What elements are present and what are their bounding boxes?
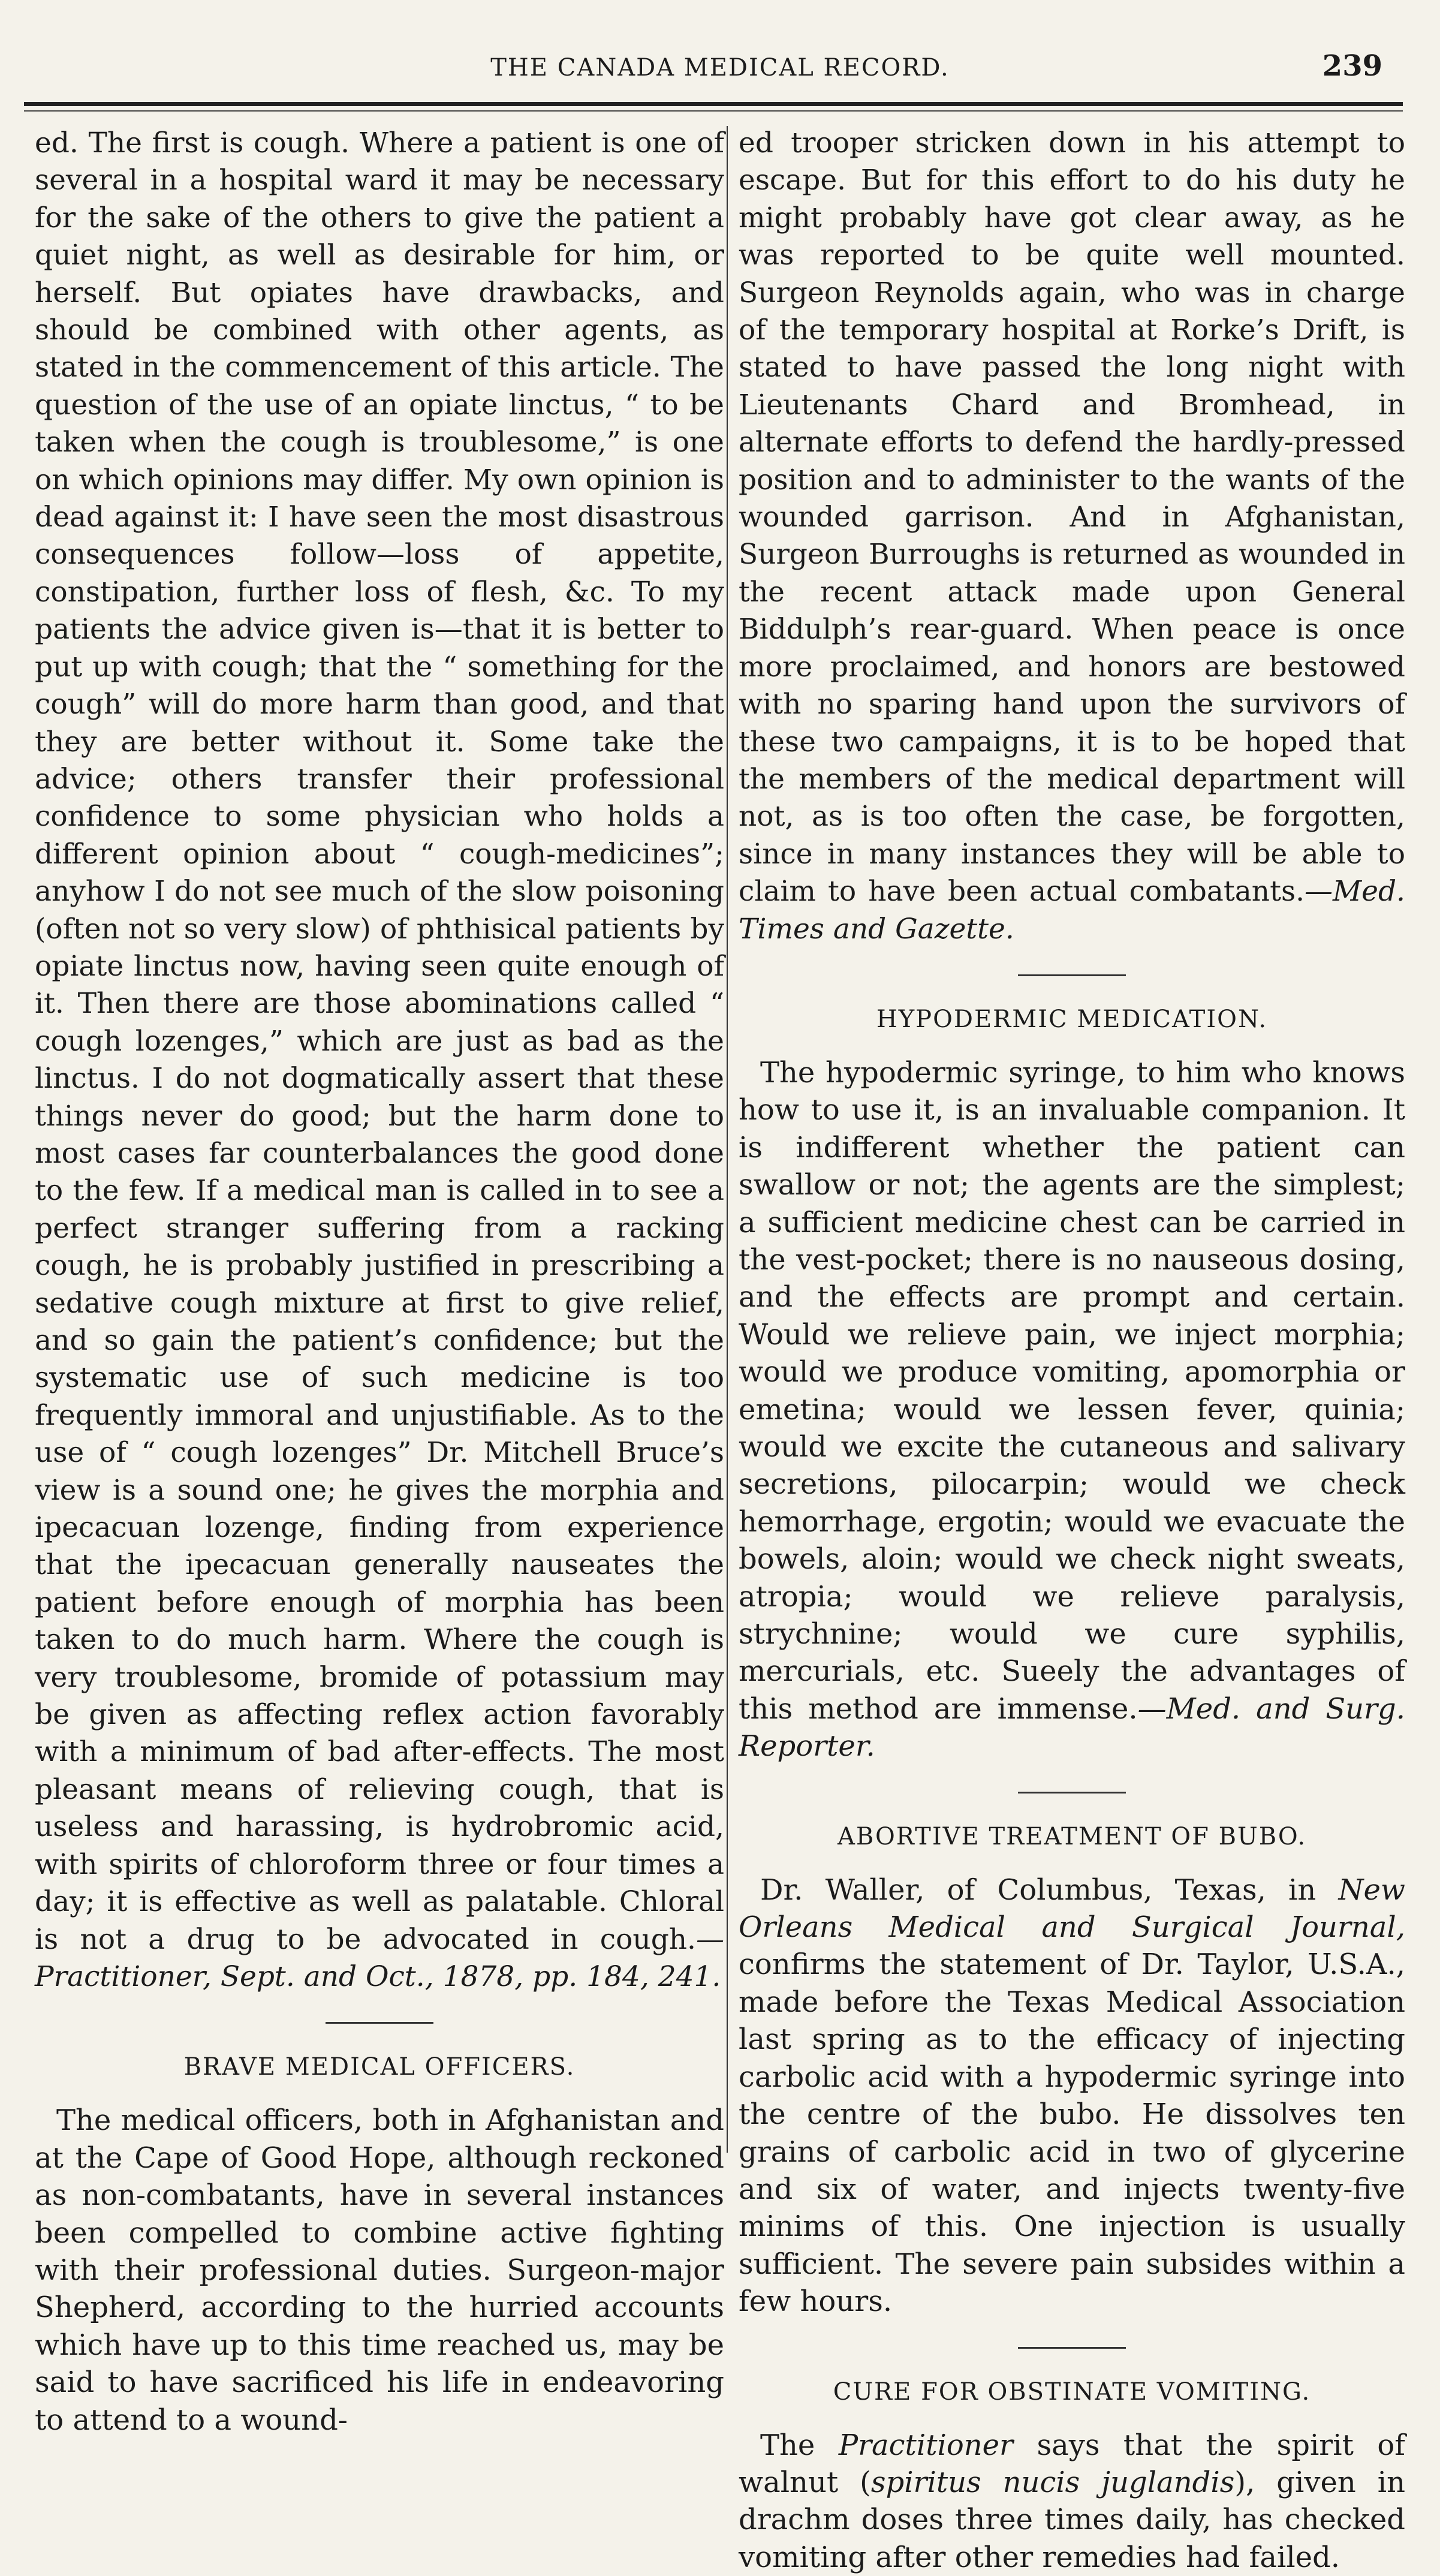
- vomiting-text-start: The: [760, 2428, 839, 2462]
- running-title: THE CANADA MEDICAL RECORD.: [490, 54, 950, 82]
- hypodermic-text: The hypodermic syringe, to him who knows how to use it, is an invaluable companion. It is indifferent whether the patient can swallow or not; the agents are the simplest; a sufficient medicine chest can be carried in the vest-pocket; there is no nauseous dosing, and the effects are prompt and certain. Would we relieve pain, we inject morphia; would we produce vomiting, apomorphia or emetina; would we lessen fever, quinia; would we excite the cutaneous and salivary secretions, pilocarpin; would we check hemorrhage, ergotin; would we evacuate the bowels, aloin; would we check night sweats, atropia; would we relieve paralysis, strychnine; would we cure syphilis, mercurials, etc. Suеely the advantages of this method are immense.: [739, 1055, 1405, 1726]
- section-title-vomiting: CURE FOR OBSTINATE VOMITING.: [833, 2378, 1311, 2406]
- section-title-hypodermic: HYPODERMIC MEDICATION.: [876, 1005, 1268, 1033]
- brave-officers-continued: ed trooper stricken down in his attempt to escape. But for this effort to do his duty he might probably have got clear away, as he was reported to be quite well mounted. Surgeon Reynolds again, who was in charge of the temporary hospital at Rorke’s Drift, is stated to have passed the long night with Lieutenants Chard and Bromhead, in alternate efforts to defend the hardly-pressed position and to administer to the wants of the wounded garrison. And in Afghanistan, Surgeon Burroughs is returned as wounded in the recent attack made upon General Biddulph’s rear-guard. When peace is once more proclaimed, and honors are bestowed with no sparing hand upon the survivors of these two campaigns, it is to be hoped that the members of the medical department will not, as is too often the case, be forgotten, since in many instances they will be able to claim to have been actual combatants.: [739, 127, 1405, 908]
- section-divider: [1018, 2347, 1126, 2349]
- right-column: [739, 125, 1406, 2574]
- section-title-brave: BRAVE MEDICAL OFFICERS.: [183, 2053, 576, 2081]
- section-divider: [1018, 1792, 1126, 1793]
- vomiting-journal: Practitioner: [838, 2428, 1013, 2462]
- bubo-text-start: Dr. Waller, of Columbus, Texas, in: [760, 1873, 1339, 1907]
- section-title-bubo: ABORTIVE TREATMENT OF BUBO.: [837, 1822, 1307, 1850]
- header-rule-thick: [24, 102, 1403, 106]
- hypodermic-body: [739, 1054, 1405, 1765]
- vomiting-latin: spiritus nucis juglandis: [870, 2465, 1235, 2499]
- article-paragraph: [35, 125, 724, 1996]
- page-number: 239: [1322, 49, 1382, 83]
- bubo-text-rest: confirms the statement of Dr. Taylor, U.S.A., made before the Texas Medical Association last spring as to the efficacy of injecting carbolic acid with a hypodermic syringe into the centre of the bubo. He dissolves ten grains of carbolic acid in two of glycerine and six of water, and injects twenty-five minims of this. One injection is usually sufficient. The severe pain subsides within a few hours.: [739, 1948, 1405, 2319]
- hypodermic-source: —Med. and Surg. Reporter.: [739, 1692, 1405, 1764]
- brave-officers-source: —Med. Times and Gazette.: [739, 875, 1405, 946]
- column-divider: [727, 126, 728, 2153]
- vomiting-text-mid: says that the spirit of walnut (: [739, 2428, 1406, 2499]
- article-paragraph: [739, 125, 1405, 948]
- vomiting-text-rest: ), given in drachm doses three times daily, has checked vomiting after other remedies had failed.: [739, 2465, 1406, 2574]
- bubo-journal: New Orleans Medical and Surgical Journal,: [739, 1873, 1405, 1945]
- left-column: [35, 125, 724, 2437]
- brave-officers-body: The medical officers, both in Afghanistan and at the Cape of Good Hope, although reckoned as non-combatants, have in several instances been compelled to combine active fighting with their professional duties. Surgeon-major Shepherd, according to the hurried accounts which have up to this time reached us, may be said to have sacrificed his life in endeavoring to attend to a wound-: [35, 2103, 724, 2437]
- section-divider: [1018, 974, 1126, 976]
- header-rule-thin: [24, 110, 1403, 112]
- section-divider: [326, 2022, 433, 2024]
- vomiting-body: [739, 2427, 1405, 2576]
- cough-article-text: ed. The first is cough. Where a patient is one of several in a hospital ward it may be necessary for the sake of the others to give the patient a quiet night, as well as desirable for him, or herself. But opiates have drawbacks, and should be combined with other agents, as stated in the commencement of this article. The question of the use of an opiate linctus, “ to be taken when the cough is troublesome,” is one on which opinions may differ. My own opinion is dead against it: I have seen the most disastrous consequences follow—loss of appetite, constipation, further loss of flesh, &c. To my patients the advice given is—that it is better to put up with cough; that the “ something for the cough” will do more harm than good, and that they are better without it. Some take the advice; others transfer their professional confidence to some physician who holds a different opinion about “ cough-medicines”; anyhow I do not see much of the slow poisoning (often not so very slow) of phthisical patients by opiate linctus now, having seen quite enough of it. Then there are those abominations called “ cough lozenges,” which are just as bad as the linctus. I do not dogmatically assert that these things never do good; but the harm done to most cases far counterbalances the good done to the few. If a medical man is called in to see a perfect stranger suffering from a racking cough, he is probably justified in prescribing a sedative cough mixture at first to give relief, and so gain the patient’s confidence; but the systematic use of such medicine is too frequently immoral and unjustifiable. As to the use of “ cough lozenges” Dr. Mitchell Bruce’s view is a sound one; he gives the morphia and ipecacuan lozenge, finding from experience that the ipecacuan generally nauseates the patient before enough of morphia has been taken to do much harm. Where the cough is very troublesome, bromide of potassium may be given as affecting reflex action favorably with a minimum of bad after-effects. The most pleasant means of relieving cough, that is useless and harassing, is hydrobromic acid, with spirits of chloroform three or four times a day; it is effective as well as palatable. Chloral is not a drug to be advocated in cough.: [35, 127, 724, 1956]
- bubo-body: [739, 1871, 1405, 2321]
- running-head: [0, 49, 1440, 91]
- cough-article-source: —Practitioner, Sept. and Oct., 1878, pp. 184, 241.: [35, 1922, 724, 1993]
